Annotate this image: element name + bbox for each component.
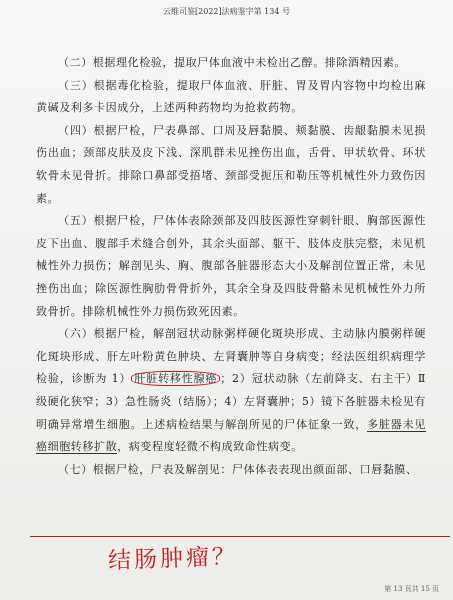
pathology-text-b: ；2）冠状动脉（左前降支、右主干）Ⅱ级硬化狭窄；3）急性肠炎（结肠）；4）左肾囊肿；5）镜下各脏器未检见有明确异常增生细胞。上述病检结果与解剖所见的尸体征象一致， bbox=[36, 372, 427, 431]
paragraph-pathology bbox=[36, 323, 426, 459]
document-number-header: 云维司鉴[2022]法病鉴字第 134 号 bbox=[163, 7, 290, 16]
underlined-no-metastasis: 多脏器未见癌细胞转移扩散 bbox=[36, 417, 426, 454]
paragraph-physicochemical: （二）根据理化检验，提取尸体血液中未检出乙醇。排除酒精因素。 bbox=[58, 56, 406, 69]
paragraph-toxicology: （三）根据毒化检验，提取尸体血液、肝脏、胃及胃内容物中均检出麻黄碱及利多卡因成分，上述两种药物均为抢救药物。 bbox=[36, 78, 426, 115]
paragraph-external-injury: （五）根据尸检，尸体体表除颈部及四肢医源性穿刺针眼、胸部医源性皮下出血、腹部手术缝合创外，其余头面部、躯干、肢体皮肤完整，未见机械性外力损伤；解剖见头、胸、腹部各脏器形态大小及解剖位置正常，未见挫伤出血；除医源性胸肋骨骨折外，其余全身及四肢骨骼未见机械性外力所致骨折。排除机械性外力损伤致死因素。 bbox=[36, 214, 426, 318]
document-body bbox=[36, 52, 426, 481]
pathology-text-a: （六）根据尸检，解剖冠状动脉粥样硬化斑块形成、主动脉内膜粥样硬化斑块形成、肝左叶粉黄色肿块、左肾囊肿等自身病变；经法医组织病理学检验，诊断为 1） bbox=[36, 327, 426, 386]
paragraph-neck-autopsy: （四）根据尸检，尸表鼻部、口周及唇黏膜、颊黏膜、齿龈黏膜未见损伤出血；颈部皮肤及皮下浅、深肌群未见挫伤出血，舌骨、甲状软骨、环状软骨未见骨折。排除口鼻部受捂堵、颈部受扼压和勒压等机械性外力致伤因素。 bbox=[36, 123, 426, 205]
paragraph-external-findings: （七）根据尸检，尸表及解剖见：尸体体表表现出颜面部、口唇黏膜、 bbox=[58, 462, 418, 476]
handwritten-annotation: 结肠肿瘤？ bbox=[107, 543, 239, 575]
pen-underline-mark bbox=[30, 536, 450, 537]
circled-diagnosis: 肝脏转移性腺癌 bbox=[131, 371, 220, 386]
page-footer: 第 13 页共 15 页 bbox=[384, 585, 439, 593]
pathology-text-c: ，病变程度轻微不构成致命性病变。 bbox=[117, 440, 303, 454]
